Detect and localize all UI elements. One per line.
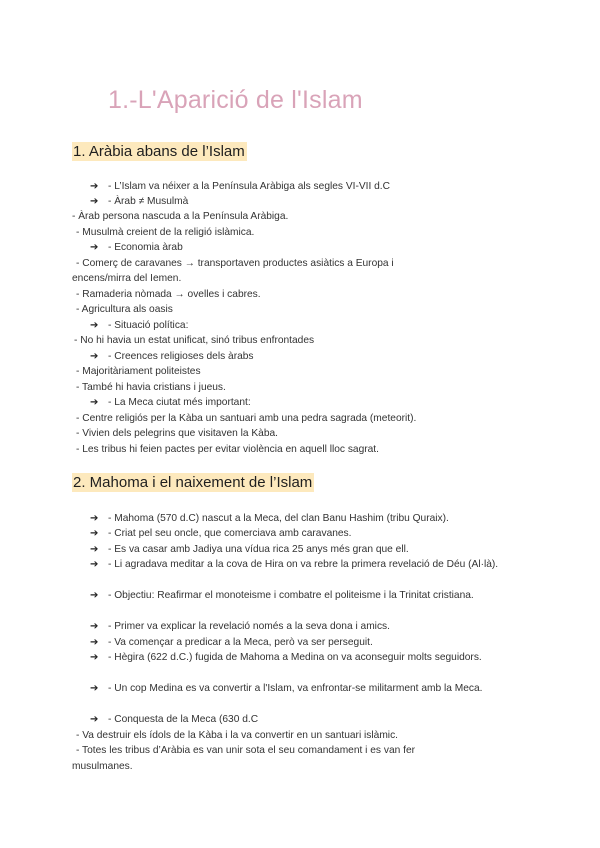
text-line: encens/mirra del Iemen. <box>72 273 182 284</box>
text-line: - També hi havia cristians i jueus. <box>76 382 226 393</box>
text-line: - Comerç de caravanes → transportaven productes asiàtics a Europa i <box>76 258 394 269</box>
text-line: - Àrab persona nascuda a la Península Aràbiga. <box>72 211 289 222</box>
arrow-icon: ➔ <box>90 181 99 192</box>
text-line: musulmanes. <box>72 761 133 772</box>
arrow-icon: ➔ <box>90 196 99 207</box>
arrow-icon: ➔ <box>90 559 99 570</box>
arrow-icon: ➔ <box>90 242 99 253</box>
arrow-icon: ➔ <box>90 621 99 632</box>
document-page: 1.-L'Aparició de l'Islam 1. Aràbia abans de l’Islam ➔ - L’Islam va néixer a la Península Aràbiga als segles VI-VII d.C ➔ - Àrab ≠ Musulmà - Àrab persona nascuda a la Península Aràbiga. - Musulmà creient de la religió islàmica. ➔ - Economia àrab - Comerç de caravanes → transportaven productes asiàtics a Europa i encens/mirra del Iemen. - Ramaderia nòmada → ovelles i cabres. - Agricultura als oasis ➔ - Situació política: - No hi havia un estat unificat, sinó tribus enfrontades ➔ - Creences religioses dels àrabs - Majoritàriament politeistes - També hi havia cristians i jueus. ➔ - La Meca ciutat més important: - Centre religiós per la Kàba un santuari amb una pedra sagrada (meteorit). - Vivien dels pelegrins que visitaven la Kàba. - Les tribus hi feien pactes per evitar violència en aquell lloc sagrat. 2. Mahoma i el naixement de l’Islam ➔ - Mahoma (570 d.C) nascut a la Meca, del clan Banu Hashim (tribu Quraix). ➔ - Criat pel seu oncle, que comerciava amb caravanes. ➔ - Es va casar amb Jadiya una vídua rica 25 anys més gran que ell. ➔ - Li agradava meditar a la cova de Hira on va rebre la primera revelació de Déu (Al·là). ➔ - Objectiu: Reafirmar el monoteisme i combatre el politeisme i la Trinitat cristiana. ➔ - Primer va explicar la revelació només a la seva dona i amics. ➔ - Va començar a predicar a la Meca, però va ser perseguit. ➔ - Hègira (622 d.C.) fugida de Mahoma a Medina on va aconseguir molts seguidors. ➔ - Un cop Medina es va convertir a l'Islam, va enfrontar-se militarment amb la Meca. ➔ - Conquesta de la Meca (630 d.C - Va destruir els ídols de la Kàba i la va convertir en un santuari islàmic. - Totes les tribus d’Aràbia es van unir sota el seu comandament i es van fer musulmanes. <box>0 0 600 848</box>
text-line: - Vivien dels pelegrins que visitaven la Kàba. <box>76 428 278 439</box>
arrow-icon: ➔ <box>90 714 99 725</box>
arrow-icon: ➔ <box>90 513 99 524</box>
arrow-icon: ➔ <box>90 637 99 648</box>
text-line: - Ramaderia nòmada → ovelles i cabres. <box>76 289 261 300</box>
arrow-icon: ➔ <box>90 320 99 331</box>
text-line: - Majoritàriament politeistes <box>76 366 201 377</box>
text-line: - Va destruir els ídols de la Kàba i la va convertir en un santuari islàmic. <box>76 730 398 741</box>
arrow-icon: ➔ <box>90 652 99 663</box>
text-line: - Agricultura als oasis <box>76 304 173 315</box>
text-line: - Totes les tribus d’Aràbia es van unir sota el seu comandament i es van fer <box>76 745 416 756</box>
arrow-icon: ➔ <box>90 351 99 362</box>
text-line: - Les tribus hi feien pactes per evitar violència en aquell lloc sagrat. <box>76 444 379 455</box>
text-line: - No hi havia un estat unificat, sinó tribus enfrontades <box>74 335 315 346</box>
page-title: 1.-L'Aparició de l'Islam <box>108 86 363 114</box>
arrow-icon: ➔ <box>90 683 99 694</box>
text-line: - Centre religiós per la Kàba un santuari amb una pedra sagrada (meteorit). <box>76 413 417 424</box>
arrow-icon: ➔ <box>90 590 99 601</box>
arrow-icon: ➔ <box>90 528 99 539</box>
arrow-icon: ➔ <box>90 544 99 555</box>
arrow-icon: ➔ <box>90 397 99 408</box>
section-heading-2: 2. Mahoma i el naixement de l’Islam <box>73 474 313 491</box>
section-heading-1: 1. Aràbia abans de l’Islam <box>73 143 245 160</box>
text-line: - Musulmà creient de la religió islàmica. <box>76 227 255 238</box>
